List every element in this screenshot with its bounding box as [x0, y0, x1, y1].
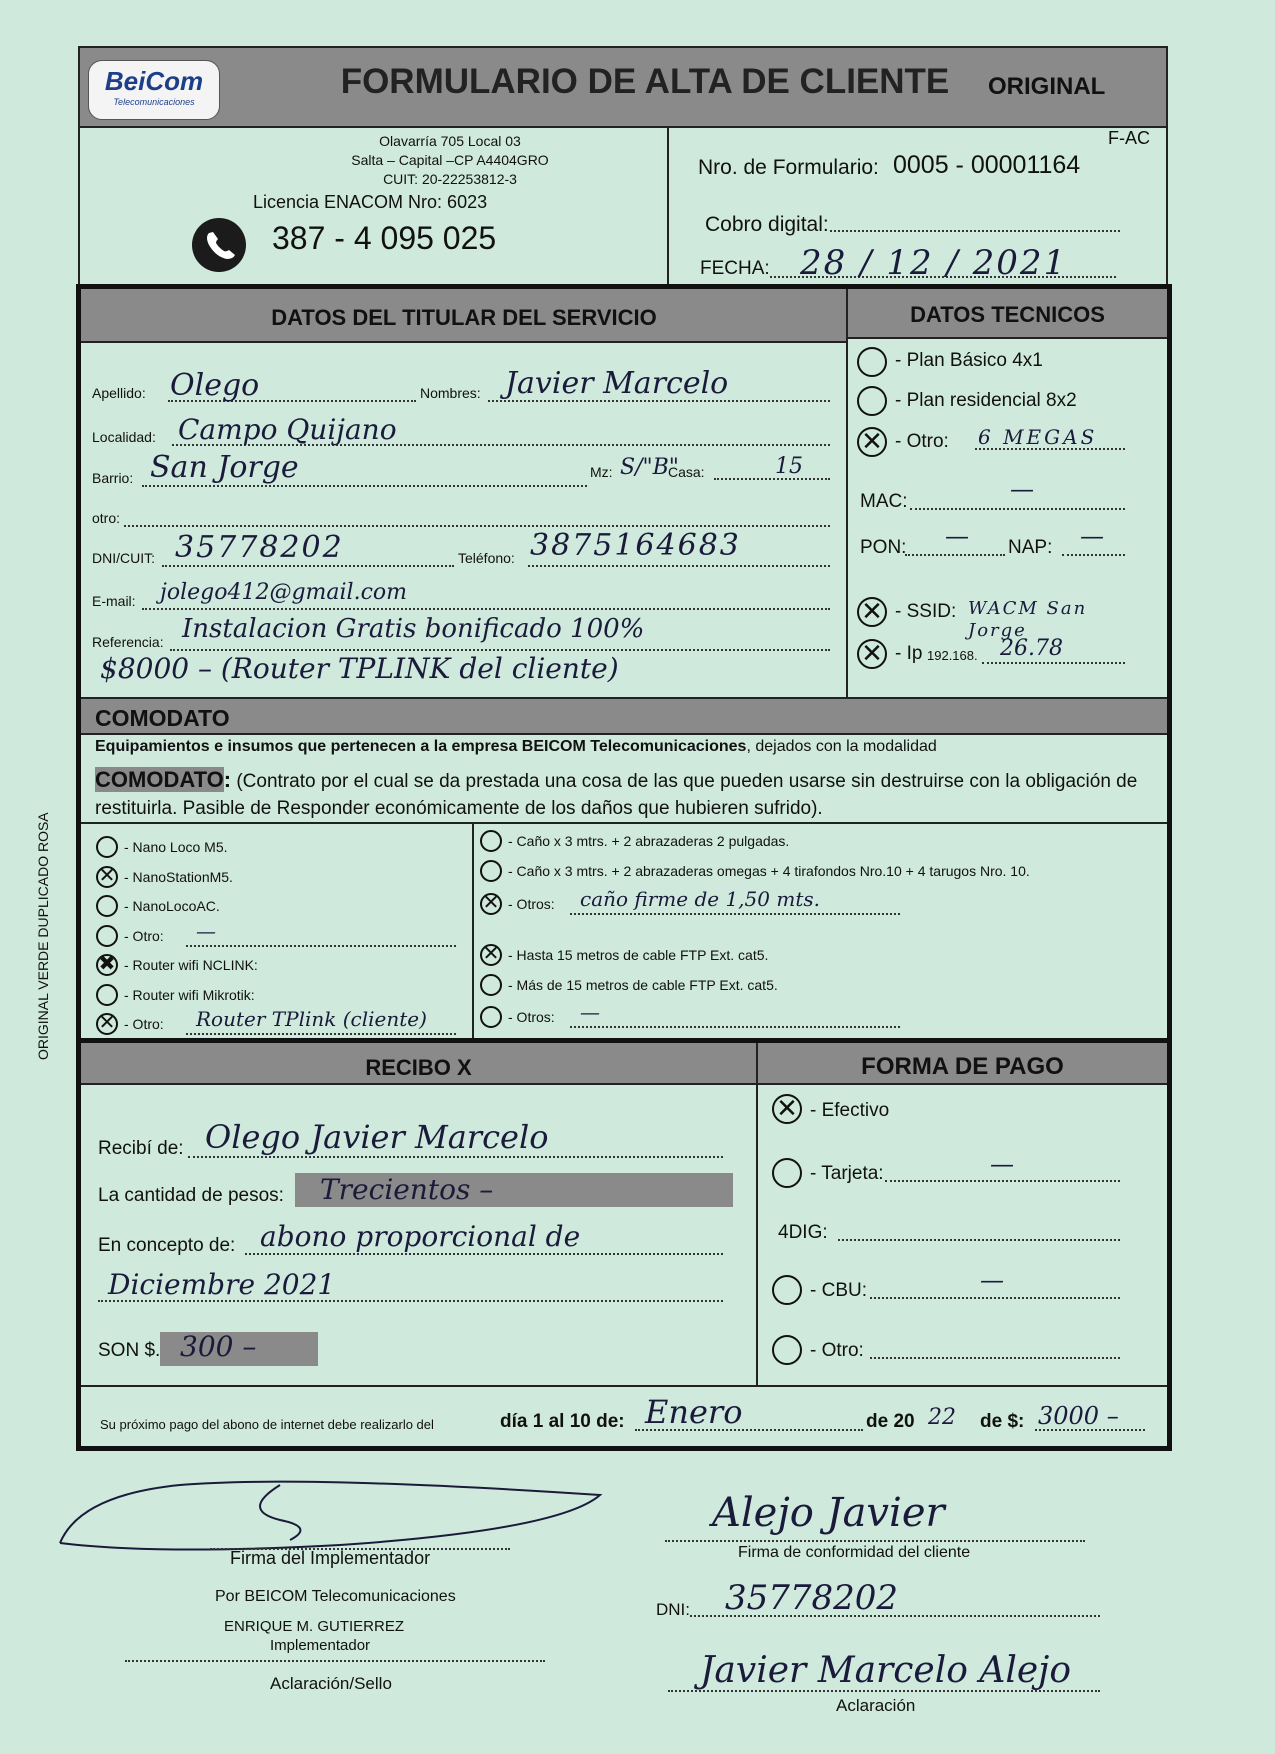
comodato-item [96, 866, 476, 892]
mz-value: S/"B" [620, 455, 679, 480]
comodato-colon: : [223, 767, 232, 792]
comodato-item [96, 895, 476, 921]
por-beicom-label: Por BEICOM Telecomunicaciones [215, 1588, 456, 1605]
comodato-word: COMODATO [95, 767, 224, 792]
pon-label: PON: [860, 537, 907, 558]
nombres-value: Javier Marcelo [505, 366, 729, 401]
apellido-value: Olego [170, 368, 260, 403]
proximo-monto-label: de $: [980, 1411, 1025, 1432]
copy-color-side-text: ORIGINAL VERDE DUPLICADO ROSA [35, 812, 51, 1060]
comodato-intro [95, 738, 1155, 756]
pon-field[interactable] [905, 554, 1005, 556]
casa-field[interactable] [714, 478, 830, 480]
titular-title: DATOS DEL TITULAR DEL SERVICIO [271, 305, 657, 330]
plan-residencial-label: - Plan residencial 8x2 [895, 390, 1077, 411]
mac-field[interactable] [910, 508, 1125, 510]
cliente-dni-label: DNI: [656, 1600, 690, 1619]
4dig-field[interactable] [838, 1239, 1120, 1241]
email-value: jolego412@gmail.com [160, 580, 407, 605]
tarjeta-label: - Tarjeta: [810, 1163, 884, 1184]
cbu-value: — [980, 1266, 1004, 1294]
efectivo-mark: ✕ [776, 1093, 798, 1123]
4dig-label: 4DIG: [778, 1222, 828, 1243]
referencia-label: Referencia: [92, 634, 164, 650]
telefono-label: Teléfono: [458, 550, 515, 566]
comodato-definition-block [95, 766, 1155, 822]
form-number-label: Nro. de Formulario: [698, 156, 879, 179]
email-label: E-mail: [92, 593, 136, 609]
ip-field[interactable] [982, 662, 1125, 664]
ip-value: 26.78 [1000, 636, 1063, 661]
comodato-item-label: - NanoStationM5. [124, 868, 233, 885]
localidad-label: Localidad: [92, 429, 156, 445]
cliente-dni-value: 35778202 [725, 1578, 899, 1618]
aclaracion-sello-line[interactable] [125, 1660, 545, 1662]
dni-label: DNI/CUIT: [92, 550, 155, 566]
comodato-item [96, 954, 476, 980]
comodato-item-value: caño firme de 1,50 mts. [580, 887, 820, 911]
comodato-item-value: Router TPlink (cliente) [196, 1007, 427, 1031]
cliente-signature: Alejo Javier [712, 1490, 945, 1536]
implementador-role: Implementador [270, 1637, 371, 1654]
comodato-item [96, 1007, 476, 1039]
comodato-item [480, 944, 1160, 970]
apellido-label: Apellido: [92, 385, 146, 401]
tarjeta-field[interactable] [885, 1180, 1120, 1182]
comodato-item-label: - Otro: [124, 1016, 164, 1032]
comodato-item-value: — [196, 918, 216, 943]
mz-label: Mz: [590, 464, 613, 480]
pon-value: — [945, 522, 969, 550]
fecha-label: FECHA: [700, 258, 770, 279]
otro-field[interactable] [124, 525, 830, 527]
cbu-field[interactable] [870, 1297, 1120, 1299]
comodato-item-checkbox[interactable] [96, 895, 118, 917]
comodato-item-checkbox[interactable] [96, 925, 118, 947]
comodato-item-label: - Más de 15 metros de cable FTP Ext. cat5. [508, 977, 778, 993]
comodato-item-checkbox[interactable]: ✕ [96, 1013, 118, 1035]
recibo-pago-divider [756, 1043, 758, 1385]
plan-otro-value: 6 MEGAS [978, 425, 1098, 449]
comodato-item-checkbox[interactable]: ✕ [480, 893, 502, 915]
comodato-item [96, 918, 476, 951]
plan-basico-label: - Plan Básico 4x1 [895, 350, 1043, 371]
firma-cliente-label: Firma de conformidad del cliente [738, 1544, 971, 1561]
comodato-item-label: - NanoLocoAC. [124, 898, 220, 914]
son-value: 300 – [180, 1330, 257, 1363]
casa-label: Casa: [668, 464, 705, 480]
concepto-label: En concepto de: [98, 1235, 236, 1256]
comodato-item [480, 887, 1160, 919]
cliente-aclaracion-value: Javier Marcelo Alejo [700, 1650, 1071, 1691]
comodato-item-checkbox[interactable]: ✕ [96, 866, 118, 888]
barrio-value: San Jorge [150, 450, 299, 485]
mac-label: MAC: [860, 491, 908, 512]
plan-otro-radio[interactable]: ✕ [857, 427, 887, 457]
cobro-digital-field[interactable] [830, 230, 1120, 232]
comodato-header [81, 697, 1167, 735]
enacom-license: Licencia ENACOM Nro: 6023 [253, 192, 488, 212]
comodato-title: COMODATO [95, 705, 230, 731]
tarjeta-value: — [990, 1150, 1014, 1178]
company-logo [88, 60, 220, 120]
concepto-value: abono proporcional de [260, 1220, 581, 1253]
comodato-item-label: - Caño x 3 mtrs. + 2 abrazaderas 2 pulgadas. [508, 833, 790, 849]
nap-label: NAP: [1008, 537, 1053, 558]
concepto-field[interactable] [245, 1253, 723, 1255]
plan-basico-radio[interactable] [857, 347, 887, 377]
referencia-value: Instalacion Gratis bonificado 100% [182, 614, 645, 644]
telefono-value: 3875164683 [530, 528, 741, 563]
proximo-text: Su próximo pago del abono de internet debe realizarlo del [100, 1417, 434, 1432]
proximo-year-value: 22 [928, 1405, 956, 1430]
mac-value: — [1010, 475, 1034, 503]
barrio-field[interactable] [142, 485, 587, 487]
whatsapp-icon [192, 218, 246, 272]
tarjeta-radio[interactable] [772, 1158, 802, 1188]
plan-residencial-radio[interactable] [857, 386, 887, 416]
otro-label: otro: [92, 510, 121, 526]
ip-label: - Ip [895, 643, 923, 664]
cobro-digital-label: Cobro digital: [705, 213, 829, 236]
comodato-item-label: - Nano Loco M5. [124, 839, 228, 855]
firma-implementador-label: Firma del Implementador [230, 1548, 431, 1568]
comodato-item-field[interactable] [570, 913, 900, 915]
localidad-value: Campo Quijano [178, 413, 397, 446]
comodato-item [480, 830, 1160, 856]
comodato-item-label: - Otro: [124, 927, 164, 944]
barrio-label: Barrio: [92, 470, 134, 486]
proximo-bold: día 1 al 10 de: [500, 1411, 625, 1432]
son-label: SON $. [98, 1340, 161, 1361]
referencia-value-line2: $8000 – (Router TPLINK del cliente) [100, 652, 619, 685]
titular-tecnicos-divider [846, 289, 848, 697]
email-field[interactable] [142, 608, 830, 610]
comodato-item [480, 974, 1160, 1000]
plan-otro-label: - Otro: [895, 431, 949, 452]
comodato-item-field[interactable] [570, 1026, 900, 1028]
comodato-item-checkbox[interactable]: ✕ [480, 944, 502, 966]
casa-value: 15 [775, 454, 803, 479]
telefono-field[interactable] [528, 565, 830, 567]
cantidad-value: Trecientos – [320, 1173, 494, 1206]
recibi-field[interactable] [188, 1156, 723, 1158]
comodato-item-field[interactable] [186, 945, 456, 947]
fecha-value: 28 / 12 / 2021 [800, 243, 1068, 283]
dni-value: 35778202 [175, 530, 344, 565]
comodato-item [96, 836, 476, 862]
pago-title: FORMA DE PAGO [861, 1053, 1064, 1080]
cliente-aclaracion-label: Aclaración [836, 1696, 916, 1715]
recibi-value: Olego Javier Marcelo [205, 1118, 549, 1156]
cantidad-label: La cantidad de pesos: [98, 1185, 284, 1206]
copy-label: ORIGINAL [988, 73, 1106, 100]
comodato-item-checkbox[interactable] [480, 974, 502, 996]
comodato-item-checkbox[interactable] [480, 1006, 502, 1028]
firma-cliente-line[interactable] [665, 1540, 1085, 1542]
referencia-field[interactable] [170, 649, 830, 651]
company-phone: 387 - 4 095 025 [272, 220, 497, 256]
efectivo-label: - Efectivo [810, 1100, 890, 1121]
ip-prefix: 192.168. [927, 648, 978, 663]
form-number: 0005 - 00001164 [893, 151, 1081, 179]
otro-pago-radio[interactable] [772, 1335, 802, 1365]
comodato-item-label: - Router wifi NCLINK: [124, 957, 258, 973]
form-code: F-AC [1108, 128, 1150, 148]
comodato-item-checkbox[interactable] [480, 830, 502, 852]
logo-text: BeiCom [104, 66, 204, 96]
comodato-item-checkbox[interactable] [96, 836, 118, 858]
comodato-item-label: - Router wifi Mikrotik: [124, 986, 255, 1003]
comodato-item-checkbox[interactable] [480, 860, 502, 882]
comodato-items-top-line [81, 822, 1167, 824]
recibo-title: RECIBO X [365, 1055, 472, 1080]
comodato-item [480, 1000, 1160, 1032]
comodato-definition: (Contrato por el cual se da prestada una cosa de las que pueden usarse sin destruirse con la obligación de restituirla. Pasible de Responder económicamente de los daños que hubieren sufrido). [95, 771, 1138, 819]
efectivo-radio[interactable] [772, 1094, 802, 1124]
ssid-checkbox[interactable]: ✕ [857, 597, 887, 627]
proximo-year-label: de 20 [866, 1411, 915, 1432]
company-cuit: CUIT: 20-22253812-3 [383, 171, 517, 187]
comodato-intro-bold: Equipamientos e insumos que pertenecen a la empresa BEICOM Telecomunicaciones [95, 738, 747, 755]
header-divider [667, 126, 669, 284]
nap-field[interactable] [1062, 554, 1125, 556]
comodato-intro-rest: , dejados con la modalidad [746, 738, 937, 755]
proximo-monto-value: 3000 – [1038, 1402, 1119, 1430]
comodato-item-label: - Otros: [508, 896, 555, 912]
cbu-radio[interactable] [772, 1275, 802, 1305]
nap-value: — [1080, 522, 1104, 550]
comodato-item [480, 860, 1160, 886]
concepto-value-line2: Diciembre 2021 [108, 1268, 336, 1301]
proximo-mes-value: Enero [645, 1393, 743, 1431]
form-title: FORMULARIO DE ALTA DE CLIENTE [340, 62, 950, 101]
tecnicos-title: DATOS TECNICOS [910, 302, 1105, 327]
cbu-label: - CBU: [810, 1280, 867, 1301]
address-line-2: Salta – Capital –CP A4404GRO [351, 152, 549, 168]
comodato-item-label: - Caño x 3 mtrs. + 2 abrazaderas omegas + 4 tirafondos Nro.10 + 4 tarugos Nro. 10. [508, 863, 1030, 879]
comodato-item-field[interactable] [186, 1033, 456, 1035]
dni-field[interactable] [162, 565, 454, 567]
comodato-item-checkbox[interactable] [96, 984, 118, 1006]
ip-checkbox[interactable]: ✕ [857, 639, 887, 669]
logo-subtitle: Telecomunicaciones [113, 97, 195, 107]
ssid-value: WACM San Jorge [968, 598, 1088, 641]
implementador-name: ENRIQUE M. GUTIERREZ [224, 1618, 405, 1635]
address-line-1: Olavarría 705 Local 03 [379, 133, 521, 149]
nombres-label: Nombres: [420, 385, 481, 401]
aclaracion-sello-label: Aclaración/Sello [270, 1674, 392, 1693]
comodato-item-checkbox[interactable]: ✖ [96, 954, 118, 976]
recibi-label: Recibí de: [98, 1138, 184, 1159]
comodato-item-label: - Hasta 15 metros de cable FTP Ext. cat5. [508, 947, 769, 963]
ssid-label: - SSID: [895, 601, 957, 622]
comodato-item-value: — [580, 1000, 600, 1024]
comodato-item-label: - Otros: [508, 1009, 555, 1025]
company-address [240, 132, 660, 189]
proximo-top-line [81, 1385, 1167, 1387]
otro-pago-field[interactable] [870, 1357, 1120, 1359]
otro-pago-label: - Otro: [810, 1340, 864, 1361]
comodato-item [96, 984, 476, 1010]
